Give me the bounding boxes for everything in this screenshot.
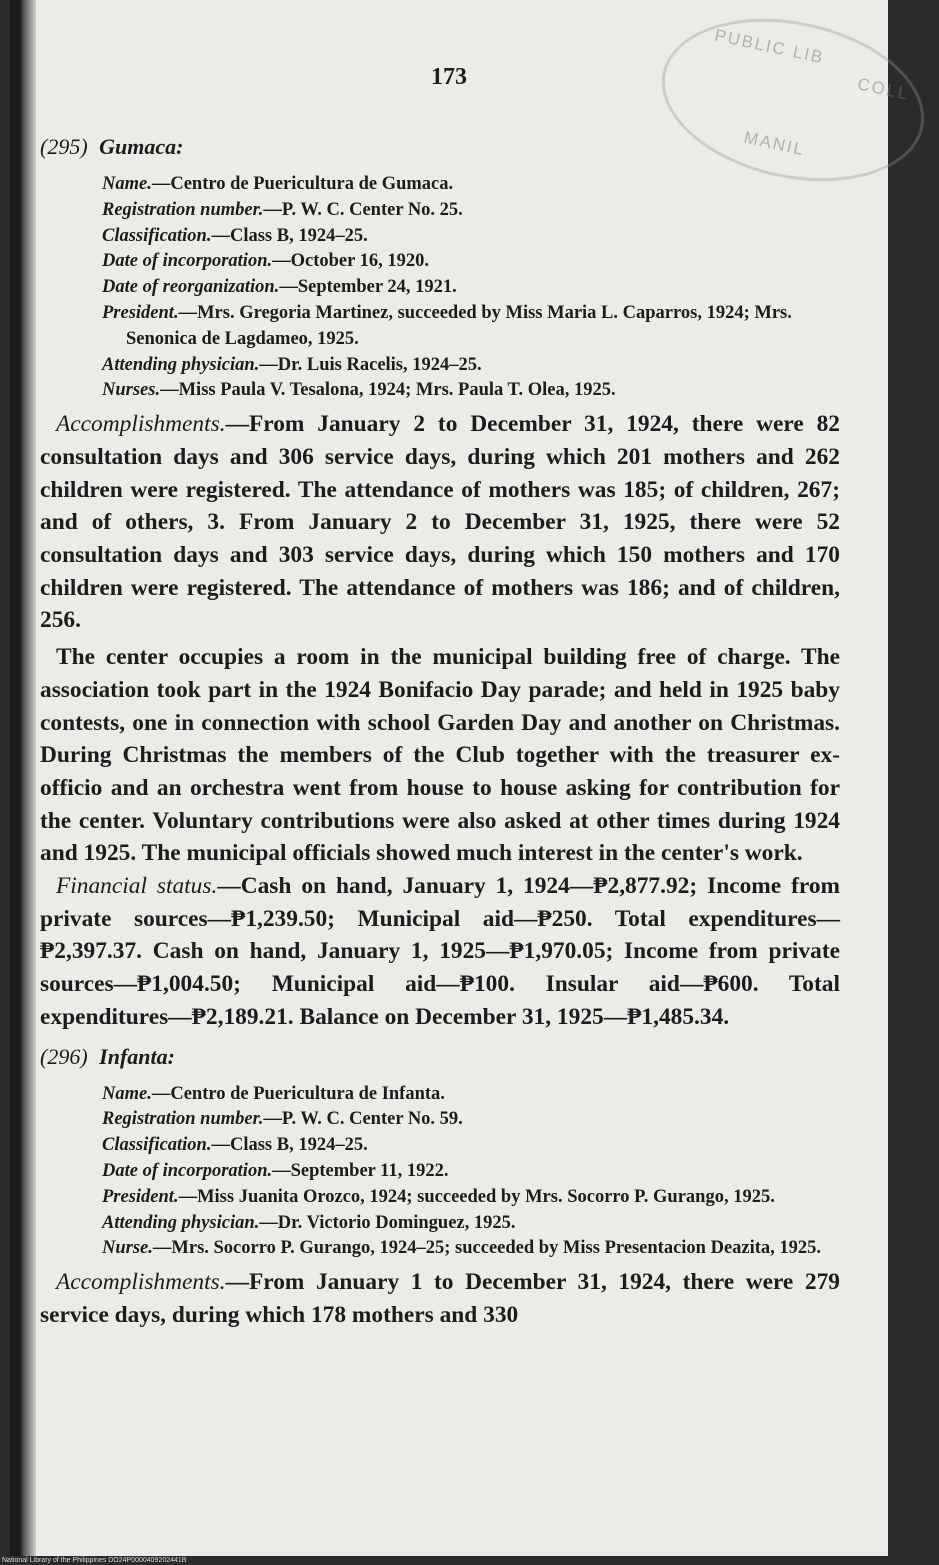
section-place: Infanta:: [99, 1043, 175, 1069]
section-heading: [40, 134, 840, 160]
meta-item: Classification.—Class B, 1924–25.: [102, 225, 368, 246]
section-place: Gumaca:: [99, 134, 184, 159]
document-page: [10, 0, 912, 1556]
meta-item: Classification.—Class B, 1924–25.: [102, 1135, 368, 1156]
meta-item: Registration number.—P. W. C. Center No. 25.: [102, 199, 463, 220]
meta-item: President.—Mrs. Gregoria Martinez, succeeded by Miss Maria L. Caparros, 1924; Mrs. Senonica de Lagdameo, 1925.: [102, 302, 792, 349]
meta-item: Nurses.—Miss Paula V. Tesalona, 1924; Mrs. Paula T. Olea, 1925.: [102, 380, 616, 401]
paragraph-financial-status: Financial status.—Cash on hand, January 1, 1924—₱2,877.92; Income from private sources—₱1,239.50; Municipal aid—₱250. Total expenditures—₱2,397.37. Cash on hand, January 1, 1925—₱1,970.05; Income from private sources—₱1,004.50; Municipal aid—₱100. Insular aid—₱600. Total expenditures—₱2,189.21. Balance on December 31, 1925—₱1,485.34.: [40, 873, 840, 1030]
meta-item: Date of incorporation.—October 16, 1920.: [102, 251, 429, 272]
meta-item: Date of incorporation.—September 11, 1922.: [102, 1160, 449, 1181]
library-stamp: PUBLIC LIB COLL MANIL: [647, 0, 939, 204]
meta-item: Registration number.—P. W. C. Center No. 59.: [102, 1109, 463, 1130]
page-content: [40, 134, 840, 1332]
section-number: (295): [40, 134, 88, 159]
page-number: 173: [431, 64, 467, 90]
meta-item: Attending physician.—Dr. Victorio Dominguez, 1925.: [102, 1212, 516, 1233]
meta-item: Date of reorganization.—September 24, 1921.: [102, 277, 457, 298]
section-metadata: [102, 1082, 840, 1263]
paragraph-accomplishments: Accomplishments.—From January 2 to December 31, 1924, there were 82 consultation days and 306 service days, during which 201 mothers and 262 children were registered. The attendance of mothers was 185; of children, 267; and of others, 3. From January 2 to December 31, 1925, there were 52 consultation days and 303 service days, during which 150 mothers and 170 children were registered. The attendance of mothers was 186; and of children, 256.: [40, 411, 840, 634]
meta-item: Attending physician.—Dr. Luis Racelis, 1924–25.: [102, 354, 482, 375]
paragraph-accomplishments: Accomplishments.—From January 1 to December 31, 1924, there were 279 service days, during which 178 mothers and 330: [40, 1269, 840, 1328]
meta-item: Nurse.—Mrs. Socorro P. Gurango, 1924–25; succeeded by Miss Presentacion Deazita, 1925.: [102, 1238, 822, 1259]
paragraph-center-activities: The center occupies a room in the municipal building free of charge. The association took part in the 1924 Bonifacio Day parade; and held in 1925 baby contests, one in connection with school Garden Day and another on Christmas. During Christmas the members of the Club together with the treasurer ex-officio and an orchestra went from house to house asking for contribution for the center. Voluntary contributions were also asked at other times during 1924 and 1925. The municipal officials showed much interest in the center's work.: [40, 644, 840, 867]
scan-footer: National Library of the Philippines DO24P0000409202441B: [0, 1556, 900, 1565]
meta-item: Name.—Centro de Puericultura de Infanta.: [102, 1083, 445, 1104]
section-heading: [40, 1044, 840, 1070]
section-number: (296): [40, 1043, 88, 1069]
book-binding-edge: [10, 0, 36, 1556]
meta-item: Name.—Centro de Puericultura de Gumaca.: [102, 174, 454, 194]
section-metadata: [102, 172, 840, 404]
meta-item: President.—Miss Juanita Orozco, 1924; succeeded by Mrs. Socorro P. Gurango, 1925.: [102, 1186, 775, 1207]
